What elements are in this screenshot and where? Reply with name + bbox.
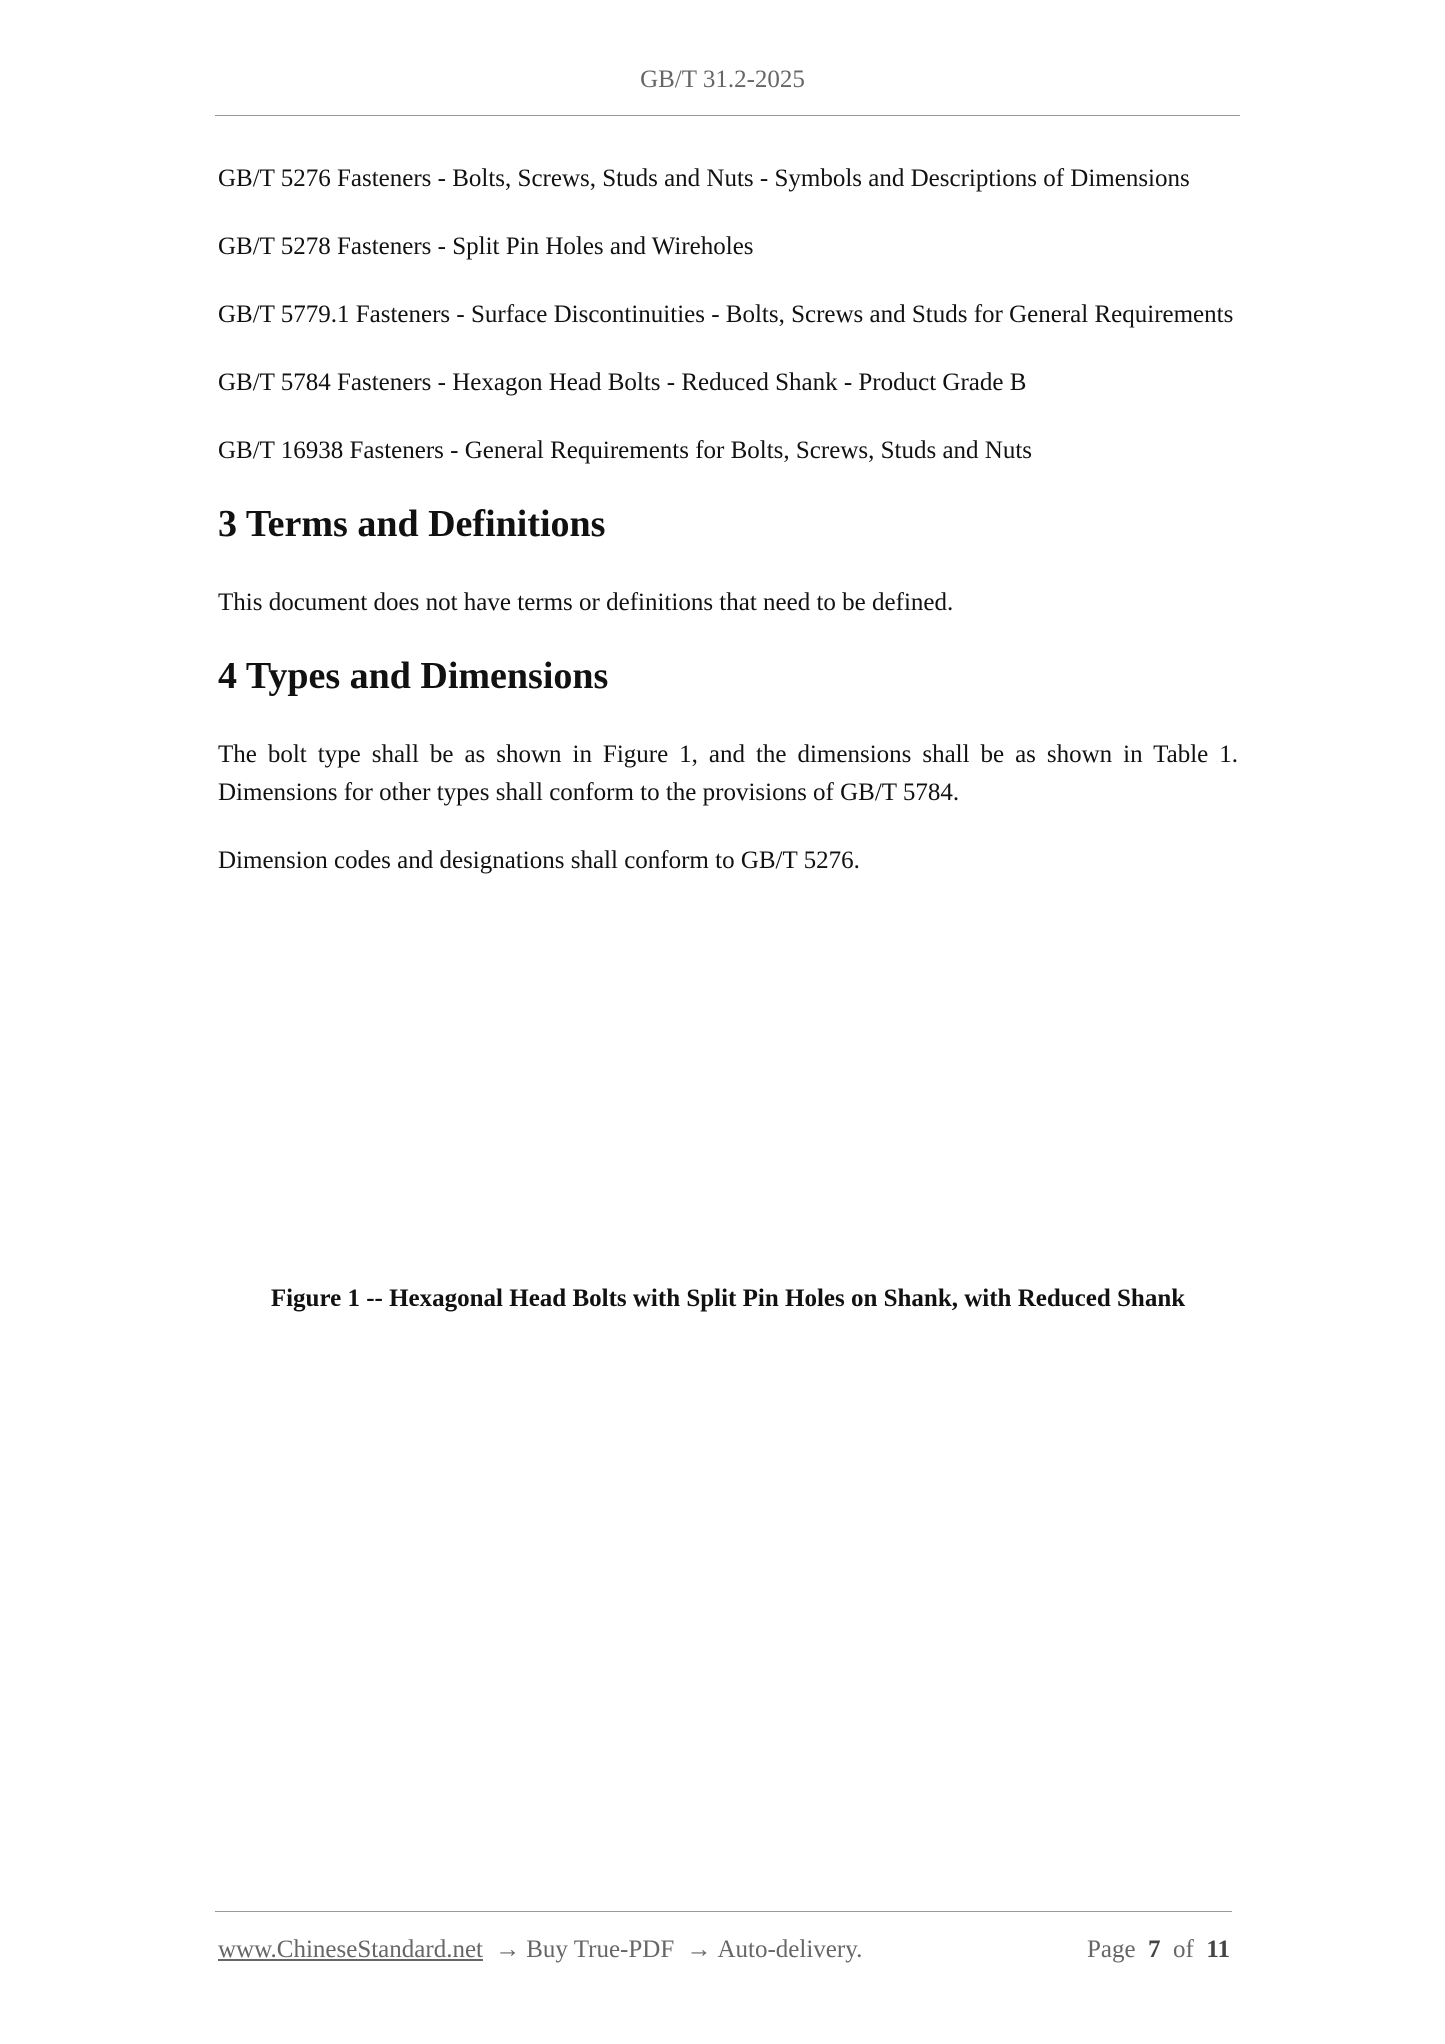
page-label: Page [1086, 1936, 1136, 1963]
section-heading-types: 4 Types and Dimensions [218, 655, 609, 697]
terms-paragraph: This document does not have terms or definitions that need to be defined. [218, 589, 954, 616]
normative-references-list [218, 160, 1238, 470]
page-total: 11 [1206, 1936, 1230, 1963]
types-paragraph: The bolt type shall be as shown in Figure 1, and the dimensions shall be as shown in Table 1. Dimensions for other types shall conform to the provisions of GB/T 5784. [218, 741, 1238, 806]
page-of-label: of [1173, 1936, 1194, 1963]
dimension-codes-paragraph: Dimension codes and designations shall conform to GB/T 5276. [218, 847, 860, 874]
arrow-right-icon: → [686, 1936, 712, 1963]
page-header-title: GB/T 31.2-2025 [640, 66, 805, 93]
header-divider [215, 115, 1240, 116]
arrow-right-icon: → [495, 1936, 521, 1963]
auto-delivery-text: Auto-delivery. [717, 1936, 863, 1963]
page-current: 7 [1148, 1936, 1161, 1963]
reference-item: GB/T 5784 Fasteners - Hexagon Head Bolts - Reduced Shank - Product Grade B [218, 369, 1027, 396]
figure-placeholder [218, 910, 1238, 1280]
website-link[interactable]: www.ChineseStandard.net [218, 1936, 483, 1963]
reference-item: GB/T 5276 Fasteners - Bolts, Screws, Studs and Nuts - Symbols and Descriptions of Dimensions [218, 165, 1190, 192]
reference-item: GB/T 16938 Fasteners - General Requirements for Bolts, Screws, Studs and Nuts [218, 437, 1033, 464]
reference-item: GB/T 5278 Fasteners - Split Pin Holes and Wireholes [218, 233, 754, 260]
page-content [218, 160, 1238, 1318]
footer-divider [215, 1911, 1232, 1912]
page-number [1087, 1932, 1230, 1968]
figure-caption: Figure 1 -- Hexagonal Head Bolts with Split Pin Holes on Shank, with Reduced Shank [270, 1285, 1186, 1312]
page-footer [218, 1932, 1230, 1968]
section-heading-terms: 3 Terms and Definitions [218, 503, 606, 545]
buy-pdf-text: Buy True-PDF [526, 1936, 675, 1963]
footer-left [218, 1932, 862, 1968]
reference-item: GB/T 5779.1 Fasteners - Surface Discontinuities - Bolts, Screws and Studs for General Requirements [218, 301, 1234, 328]
